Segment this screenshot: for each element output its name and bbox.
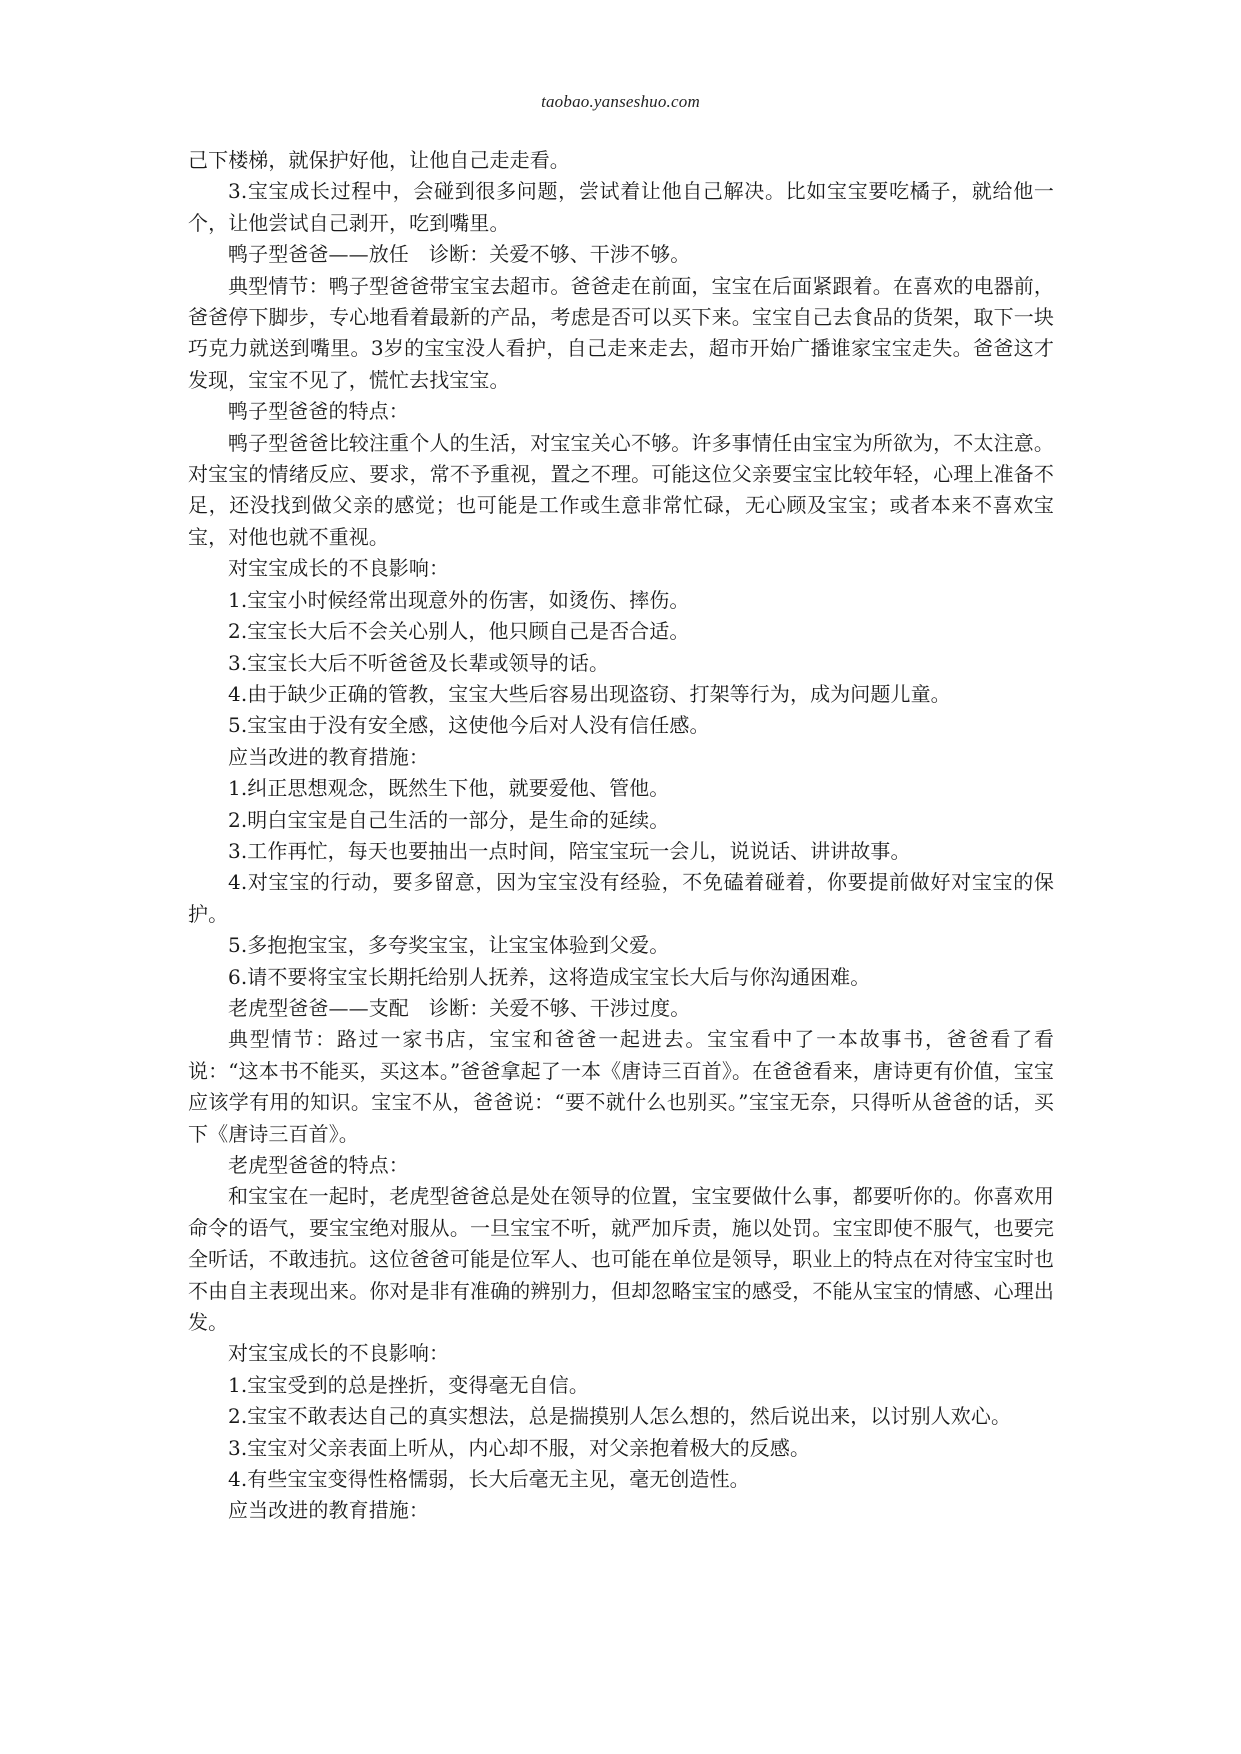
paragraph: 5.宝宝由于没有安全感，这使他今后对人没有信任感。 — [228, 713, 710, 738]
paragraph: 4.对宝宝的行动，要多留意，因为宝宝没有经验，不免磕着碰着，你要提前做好对宝宝的保护。 — [188, 870, 1054, 926]
paragraph: 对宝宝成长的不良影响： — [228, 1341, 450, 1366]
paragraph: 应当改进的教育措施： — [228, 744, 429, 769]
paragraph: 2.明白宝宝是自己生活的一部分，是生命的延续。 — [228, 807, 670, 832]
paragraph: 6.请不要将宝宝长期托给别人抚养，这将造成宝宝长大后与你沟通困难。 — [228, 964, 871, 989]
paragraph: 己下楼梯，就保护好他，让他自己走走看。 — [188, 148, 570, 172]
paragraph: 鸭子型爸爸——放任 诊断：关爱不够、干涉不够。 — [228, 242, 691, 267]
paragraph: 典型情节：路过一家书店，宝宝和爸爸一起进去。宝宝看中了一本故事书，爸爸看了看说：“这本书不能买，买这本。”爸爸拿起了一本《唐诗三百首》。在爸爸看来，唐诗更有价值，宝宝应该学有用的知识。宝宝不从，爸爸说：“要不就什么也别买。”宝宝无奈，只得听从爸爸的话，买下《唐诗三百首》。 — [188, 1027, 1054, 1146]
paragraph: 应当改进的教育措施： — [228, 1498, 429, 1523]
paragraph: 1.纠正思想观念，既然生下他，就要爱他、管他。 — [228, 776, 670, 801]
paragraph: 老虎型爸爸的特点： — [228, 1153, 409, 1177]
paragraph: 3.宝宝对父亲表面上听从，内心却不服，对父亲抱着极大的反感。 — [228, 1435, 811, 1460]
document-body — [188, 145, 1054, 1527]
paragraph: 2.宝宝不敢表达自己的真实想法，总是揣摸别人怎么想的，然后说出来，以讨别人欢心。 — [228, 1404, 1012, 1429]
paragraph: 和宝宝在一起时，老虎型爸爸总是处在领导的位置，宝宝要做什么事，都要听你的。你喜欢用命令的语气，要宝宝绝对服从。一旦宝宝不听，就严加斥责，施以处罚。宝宝即使不服气，也要完全听话，不敢违抗。这位爸爸可能是位军人、也可能在单位是领导，职业上的特点在对待宝宝时也不由自主表现出来。你对是非有准确的辨别力，但却忽略宝宝的感受，不能从宝宝的情感、心理出发。 — [188, 1184, 1054, 1335]
paragraph: 4.有些宝宝变得性格懦弱，长大后毫无主见，毫无创造性。 — [228, 1467, 750, 1492]
paragraph: 4.由于缺少正确的管教，宝宝大些后容易出现盗窃、打架等行为，成为问题儿童。 — [228, 681, 951, 706]
paragraph: 3.宝宝长大后不听爸爸及长辈或领导的话。 — [228, 650, 610, 675]
paragraph: 老虎型爸爸——支配 诊断：关爱不够、干涉过度。 — [228, 995, 691, 1020]
paragraph: 对宝宝成长的不良影响： — [228, 556, 450, 581]
paragraph: 2.宝宝长大后不会关心别人，他只顾自己是否合适。 — [228, 619, 690, 644]
paragraph: 1.宝宝小时候经常出现意外的伤害，如烫伤、摔伤。 — [228, 587, 690, 612]
paragraph: 5.多抱抱宝宝，多夸奖宝宝，让宝宝体验到父爱。 — [228, 933, 670, 958]
paragraph: 3.工作再忙，每天也要抽出一点时间，陪宝宝玩一会儿，说说话、讲讲故事。 — [228, 838, 911, 863]
page-header-source: taobao.yanseshuo.com — [541, 92, 700, 111]
paragraph: 鸭子型爸爸比较注重个人的生活，对宝宝关心不够。许多事情任由宝宝为所欲为，不太注意。对宝宝的情绪反应、要求，常不予重视，置之不理。可能这位父亲要宝宝比较年轻，心理上准备不足，还没找到做父亲的感觉；也可能是工作或生意非常忙碌，无心顾及宝宝；或者本来不喜欢宝宝，对他也就不重视。 — [188, 430, 1054, 549]
paragraph: 典型情节：鸭子型爸爸带宝宝去超市。爸爸走在前面，宝宝在后面紧跟着。在喜欢的电器前，爸爸停下脚步，专心地看着最新的产品，考虑是否可以买下来。宝宝自己去食品的货架，取下一块巧克力就送到嘴里。3岁的宝宝没人看护，自己走来走去，超市开始广播谁家宝宝走失。爸爸这才发现，宝宝不见了，慌忙去找宝宝。 — [188, 273, 1054, 392]
paragraph: 3.宝宝成长过程中，会碰到很多问题，尝试着让他自己解决。比如宝宝要吃橘子，就给他一个，让他尝试自己剥开，吃到嘴里。 — [188, 179, 1054, 235]
paragraph: 1.宝宝受到的总是挫折，变得毫无自信。 — [228, 1372, 589, 1397]
paragraph: 鸭子型爸爸的特点： — [228, 399, 409, 424]
